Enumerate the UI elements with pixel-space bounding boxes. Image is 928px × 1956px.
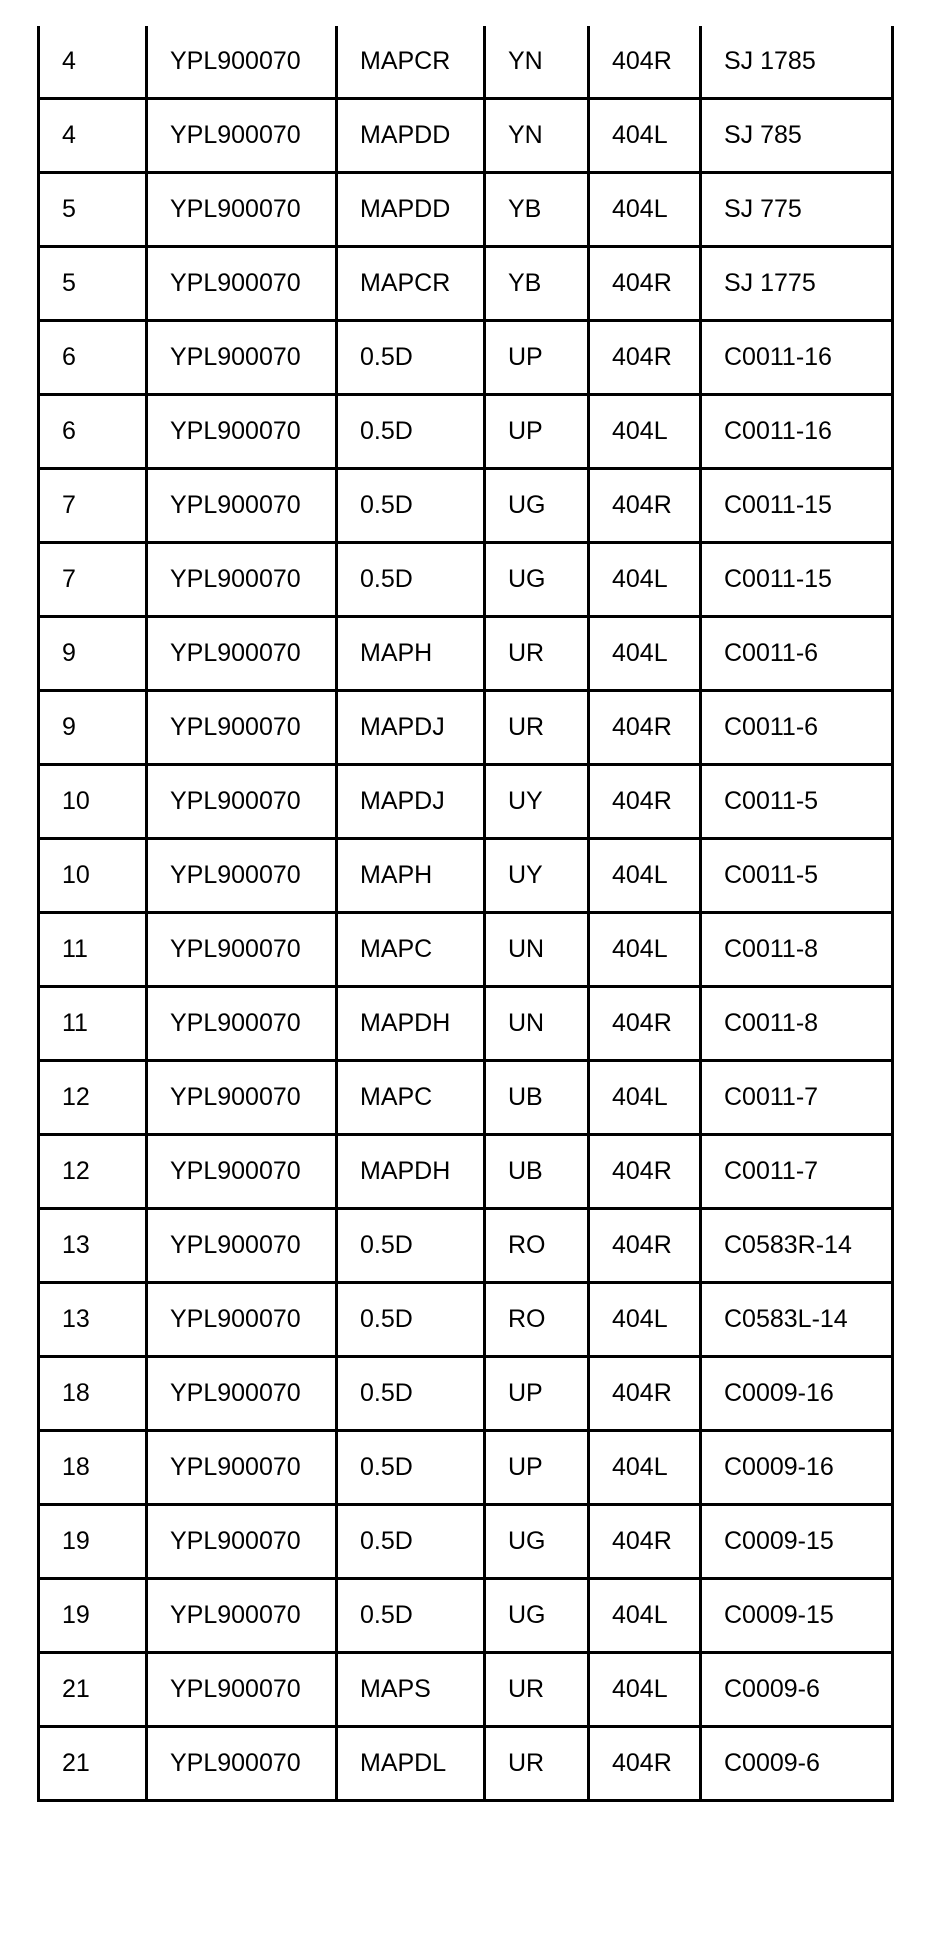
table-row: [39, 1431, 893, 1505]
cell-item-number: 21: [39, 1653, 147, 1727]
cell-ref-code: C0009-15: [701, 1579, 893, 1653]
cell-color-code: YB: [485, 173, 589, 247]
table-row: [39, 1579, 893, 1653]
cell-item-number: 5: [39, 173, 147, 247]
cell-ref-code: C0011-7: [701, 1061, 893, 1135]
cell-ref-code: C0011-16: [701, 395, 893, 469]
cell-color-code: UP: [485, 395, 589, 469]
cell-part-code: YPL900070: [147, 1653, 337, 1727]
cell-type-code: MAPDD: [337, 173, 485, 247]
cell-part-code: YPL900070: [147, 26, 337, 99]
cell-type-code: MAPCR: [337, 26, 485, 99]
cell-item-number: 7: [39, 543, 147, 617]
table-row: [39, 1653, 893, 1727]
cell-ref-code: SJ 775: [701, 173, 893, 247]
cell-color-code: UG: [485, 543, 589, 617]
table-row: [39, 173, 893, 247]
cell-type-code: 0.5D: [337, 1209, 485, 1283]
cell-color-code: YN: [485, 99, 589, 173]
cell-ref-code: C0011-8: [701, 987, 893, 1061]
cell-part-code: YPL900070: [147, 617, 337, 691]
cell-color-code: UR: [485, 1727, 589, 1801]
cell-item-number: 9: [39, 617, 147, 691]
table-row: [39, 1283, 893, 1357]
cell-side-code: 404L: [589, 395, 701, 469]
cell-ref-code: C0011-15: [701, 543, 893, 617]
cell-side-code: 404R: [589, 26, 701, 99]
cell-part-code: YPL900070: [147, 469, 337, 543]
cell-type-code: MAPDJ: [337, 691, 485, 765]
cell-ref-code: C0011-5: [701, 839, 893, 913]
cell-color-code: UR: [485, 1653, 589, 1727]
cell-side-code: 404R: [589, 1357, 701, 1431]
cell-ref-code: C0009-15: [701, 1505, 893, 1579]
cell-ref-code: C0011-5: [701, 765, 893, 839]
table-row: [39, 1135, 893, 1209]
cell-ref-code: SJ 1785: [701, 26, 893, 99]
cell-part-code: YPL900070: [147, 1209, 337, 1283]
cell-side-code: 404L: [589, 99, 701, 173]
cell-part-code: YPL900070: [147, 1135, 337, 1209]
table-row: [39, 469, 893, 543]
cell-item-number: 11: [39, 913, 147, 987]
cell-color-code: UG: [485, 1505, 589, 1579]
cell-side-code: 404R: [589, 691, 701, 765]
cell-item-number: 5: [39, 247, 147, 321]
cell-side-code: 404L: [589, 1579, 701, 1653]
cell-type-code: MAPH: [337, 839, 485, 913]
cell-item-number: 6: [39, 395, 147, 469]
cell-ref-code: C0011-8: [701, 913, 893, 987]
cell-ref-code: C0011-16: [701, 321, 893, 395]
cell-color-code: UG: [485, 469, 589, 543]
cell-color-code: RO: [485, 1283, 589, 1357]
cell-type-code: MAPDD: [337, 99, 485, 173]
cell-side-code: 404L: [589, 839, 701, 913]
cell-ref-code: C0009-6: [701, 1727, 893, 1801]
table-row: [39, 1505, 893, 1579]
cell-side-code: 404L: [589, 617, 701, 691]
cell-part-code: YPL900070: [147, 765, 337, 839]
cell-color-code: RO: [485, 1209, 589, 1283]
cell-side-code: 404L: [589, 913, 701, 987]
cell-part-code: YPL900070: [147, 1727, 337, 1801]
table-body: [39, 26, 893, 1801]
cell-type-code: 0.5D: [337, 469, 485, 543]
cell-ref-code: C0009-16: [701, 1357, 893, 1431]
table-row: [39, 617, 893, 691]
cell-item-number: 10: [39, 839, 147, 913]
cell-color-code: UB: [485, 1135, 589, 1209]
table-row: [39, 765, 893, 839]
cell-side-code: 404L: [589, 1431, 701, 1505]
cell-color-code: UP: [485, 321, 589, 395]
cell-side-code: 404R: [589, 469, 701, 543]
table-row: [39, 247, 893, 321]
cell-item-number: 18: [39, 1357, 147, 1431]
cell-item-number: 10: [39, 765, 147, 839]
cell-side-code: 404R: [589, 247, 701, 321]
cell-side-code: 404R: [589, 987, 701, 1061]
cell-item-number: 12: [39, 1135, 147, 1209]
cell-ref-code: C0011-6: [701, 691, 893, 765]
cell-part-code: YPL900070: [147, 839, 337, 913]
cell-item-number: 18: [39, 1431, 147, 1505]
cell-item-number: 21: [39, 1727, 147, 1801]
cell-side-code: 404R: [589, 1727, 701, 1801]
cell-part-code: YPL900070: [147, 1505, 337, 1579]
cell-item-number: 12: [39, 1061, 147, 1135]
cell-item-number: 9: [39, 691, 147, 765]
cell-ref-code: C0583R-14: [701, 1209, 893, 1283]
cell-ref-code: C0011-6: [701, 617, 893, 691]
cell-part-code: YPL900070: [147, 395, 337, 469]
cell-type-code: MAPCR: [337, 247, 485, 321]
table-row: [39, 321, 893, 395]
cell-item-number: 11: [39, 987, 147, 1061]
cell-ref-code: SJ 1775: [701, 247, 893, 321]
cell-type-code: 0.5D: [337, 395, 485, 469]
cell-type-code: MAPDL: [337, 1727, 485, 1801]
cell-part-code: YPL900070: [147, 691, 337, 765]
cell-item-number: 4: [39, 26, 147, 99]
cell-ref-code: C0009-6: [701, 1653, 893, 1727]
cell-type-code: MAPC: [337, 1061, 485, 1135]
cell-side-code: 404L: [589, 1283, 701, 1357]
cell-color-code: UN: [485, 913, 589, 987]
cell-color-code: YB: [485, 247, 589, 321]
cell-type-code: 0.5D: [337, 543, 485, 617]
cell-type-code: 0.5D: [337, 321, 485, 395]
cell-ref-code: C0011-7: [701, 1135, 893, 1209]
cell-item-number: 6: [39, 321, 147, 395]
table-row: [39, 99, 893, 173]
cell-color-code: UR: [485, 617, 589, 691]
cell-color-code: UR: [485, 691, 589, 765]
cell-color-code: UY: [485, 765, 589, 839]
cell-color-code: YN: [485, 26, 589, 99]
cell-side-code: 404R: [589, 1209, 701, 1283]
cell-color-code: UB: [485, 1061, 589, 1135]
cell-type-code: MAPC: [337, 913, 485, 987]
cell-side-code: 404L: [589, 543, 701, 617]
cell-type-code: 0.5D: [337, 1505, 485, 1579]
cell-part-code: YPL900070: [147, 99, 337, 173]
cell-color-code: UY: [485, 839, 589, 913]
cell-color-code: UG: [485, 1579, 589, 1653]
cell-type-code: MAPH: [337, 617, 485, 691]
cell-part-code: YPL900070: [147, 1357, 337, 1431]
cell-side-code: 404L: [589, 1061, 701, 1135]
cell-ref-code: C0009-16: [701, 1431, 893, 1505]
cell-type-code: 0.5D: [337, 1357, 485, 1431]
table-row: [39, 395, 893, 469]
cell-type-code: 0.5D: [337, 1431, 485, 1505]
data-table-container: [37, 26, 891, 1802]
cell-item-number: 19: [39, 1505, 147, 1579]
cell-side-code: 404R: [589, 1135, 701, 1209]
cell-ref-code: C0011-15: [701, 469, 893, 543]
cell-side-code: 404L: [589, 1653, 701, 1727]
cell-part-code: YPL900070: [147, 987, 337, 1061]
cell-type-code: 0.5D: [337, 1579, 485, 1653]
cell-part-code: YPL900070: [147, 321, 337, 395]
cell-part-code: YPL900070: [147, 247, 337, 321]
cell-item-number: 13: [39, 1283, 147, 1357]
cell-part-code: YPL900070: [147, 1283, 337, 1357]
cell-side-code: 404R: [589, 321, 701, 395]
cell-part-code: YPL900070: [147, 913, 337, 987]
cell-part-code: YPL900070: [147, 543, 337, 617]
data-table: [37, 26, 894, 1802]
table-row: [39, 913, 893, 987]
table-row: [39, 1209, 893, 1283]
cell-side-code: 404R: [589, 1505, 701, 1579]
table-row: [39, 839, 893, 913]
cell-color-code: UN: [485, 987, 589, 1061]
cell-item-number: 13: [39, 1209, 147, 1283]
cell-item-number: 19: [39, 1579, 147, 1653]
cell-color-code: UP: [485, 1357, 589, 1431]
table-row: [39, 1727, 893, 1801]
cell-item-number: 7: [39, 469, 147, 543]
cell-item-number: 4: [39, 99, 147, 173]
table-row: [39, 987, 893, 1061]
cell-type-code: MAPDH: [337, 987, 485, 1061]
cell-part-code: YPL900070: [147, 1061, 337, 1135]
cell-ref-code: C0583L-14: [701, 1283, 893, 1357]
table-row: [39, 1357, 893, 1431]
table-row: [39, 543, 893, 617]
cell-part-code: YPL900070: [147, 1431, 337, 1505]
table-row: [39, 1061, 893, 1135]
cell-part-code: YPL900070: [147, 1579, 337, 1653]
table-row: [39, 691, 893, 765]
cell-type-code: 0.5D: [337, 1283, 485, 1357]
cell-side-code: 404R: [589, 765, 701, 839]
table-row: [39, 26, 893, 99]
cell-part-code: YPL900070: [147, 173, 337, 247]
cell-side-code: 404L: [589, 173, 701, 247]
cell-ref-code: SJ 785: [701, 99, 893, 173]
cell-color-code: UP: [485, 1431, 589, 1505]
cell-type-code: MAPDH: [337, 1135, 485, 1209]
cell-type-code: MAPDJ: [337, 765, 485, 839]
cell-type-code: MAPS: [337, 1653, 485, 1727]
